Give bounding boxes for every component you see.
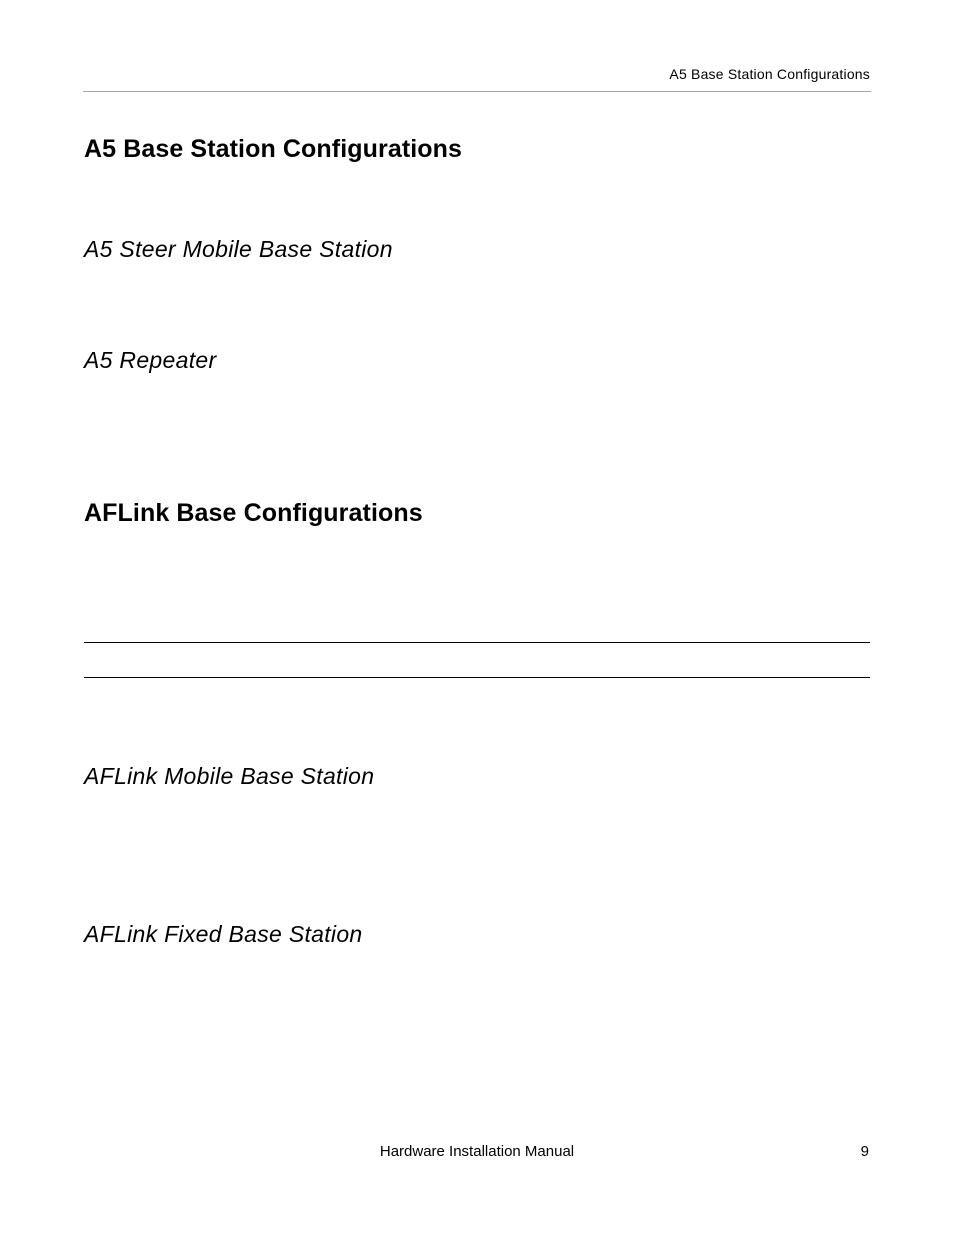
subheading-aflink-fixed-base-station: AFLink Fixed Base Station [84, 921, 363, 947]
footer-manual-title: Hardware Installation Manual [379, 1143, 575, 1160]
header-divider [83, 91, 871, 92]
subheading-aflink-mobile-base-station: AFLink Mobile Base Station [84, 763, 375, 789]
heading-a5-base-station-configurations: A5 Base Station Configurations [84, 135, 463, 163]
subheading-a5-steer-mobile-base-station: A5 Steer Mobile Base Station [84, 236, 393, 262]
divider-line-bottom [84, 677, 870, 678]
subheading-a5-repeater: A5 Repeater [84, 347, 217, 373]
page-number: 9 [860, 1143, 869, 1160]
divider-line-top [84, 642, 870, 643]
running-header: A5 Base Station Configurations [669, 66, 870, 82]
heading-aflink-base-configurations: AFLink Base Configurations [84, 499, 423, 527]
